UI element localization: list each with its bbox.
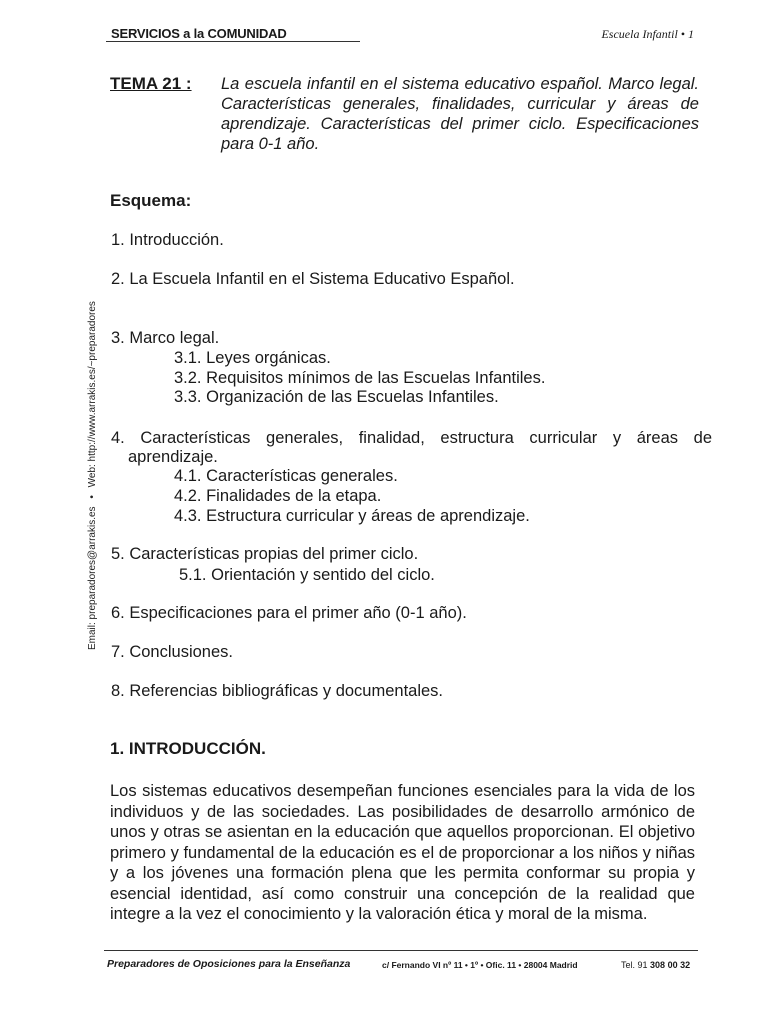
header-page-label: Escuela Infantil • 1 (601, 27, 694, 41)
footer-phone-label: Tel. 91 (621, 960, 648, 970)
outline-item: 2. La Escuela Infantil en el Sistema Educativo Español. (111, 270, 515, 288)
outline-subitem: 5.1. Orientación y sentido del ciclo. (179, 566, 435, 584)
outline-item: 5. Características propias del primer ciclo. (111, 545, 419, 563)
outline-subitem: 4.2. Finalidades de la etapa. (174, 487, 382, 505)
esquema-heading: Esquema: (110, 191, 192, 210)
outline-subitem: 3.3. Organización de las Escuelas Infantiles. (174, 388, 499, 406)
section-title: 1. INTRODUCCIÓN. (110, 739, 266, 758)
outline-item: 6. Especificaciones para el primer año (0-1 año). (111, 604, 467, 622)
tema-title: La escuela infantil en el sistema educativo español. Marco legal. Características generales, finalidades, curricular y áreas de aprendizaje. Características del primer ciclo. Especificaciones para 0-1 año. (221, 75, 699, 153)
outline-subitem: 4.3. Estructura curricular y áreas de aprendizaje. (174, 507, 530, 525)
footer-address: c/ Fernando VI nº 11 • 1º • Ofic. 11 • 28004 Madrid (382, 960, 578, 970)
footer-phone-number: 308 00 32 (650, 960, 691, 970)
footer-organization: Preparadores de Oposiciones para la Enseñanza (107, 958, 351, 970)
header-rule (106, 41, 360, 42)
outline-item: 7. Conclusiones. (111, 643, 233, 661)
outline-item: 1. Introducción. (111, 231, 224, 249)
footer-phone (621, 960, 690, 970)
intro-paragraph: Los sistemas educativos desempeñan funciones esenciales para la vida de los individuos y de las sociedades. Las posibilidades de desarrollo armónico de unos y otras se asientan en la educación que aquellos proporcionan. El objetivo primero y fundamental de la educación es el de proporcionar a los niños y niñas y a los jóvenes una formación plena que les permita conformar su propia y esencial identidad, así como construir una concepción de la realidad que integre a la vez el conocimiento y la valoración ética y moral de la misma. (110, 782, 695, 923)
outline-subitem: 4.1. Características generales. (174, 467, 398, 485)
outline-item: 4. Características generales, finalidad, estructura curricular y áreas de aprendizaje. (111, 429, 712, 466)
sidebar-email: Email: preparadores@arrakis.es (87, 506, 98, 650)
tema-label: TEMA 21 : (110, 74, 192, 93)
outline-subitem: 3.1. Leyes orgánicas. (174, 349, 331, 367)
outline-item: 8. Referencias bibliográficas y documentales. (111, 682, 444, 700)
sidebar-web: Web: http://www.arrakis.es/~preparadores (87, 301, 98, 488)
sidebar-contact (87, 301, 98, 650)
outline-item: 3. Marco legal. (111, 329, 220, 347)
sidebar-separator: • (87, 495, 98, 499)
footer-rule (104, 950, 698, 951)
outline-subitem: 3.2. Requisitos mínimos de las Escuelas Infantiles. (174, 369, 546, 387)
header-section-title: SERVICIOS a la COMUNIDAD (111, 26, 287, 41)
